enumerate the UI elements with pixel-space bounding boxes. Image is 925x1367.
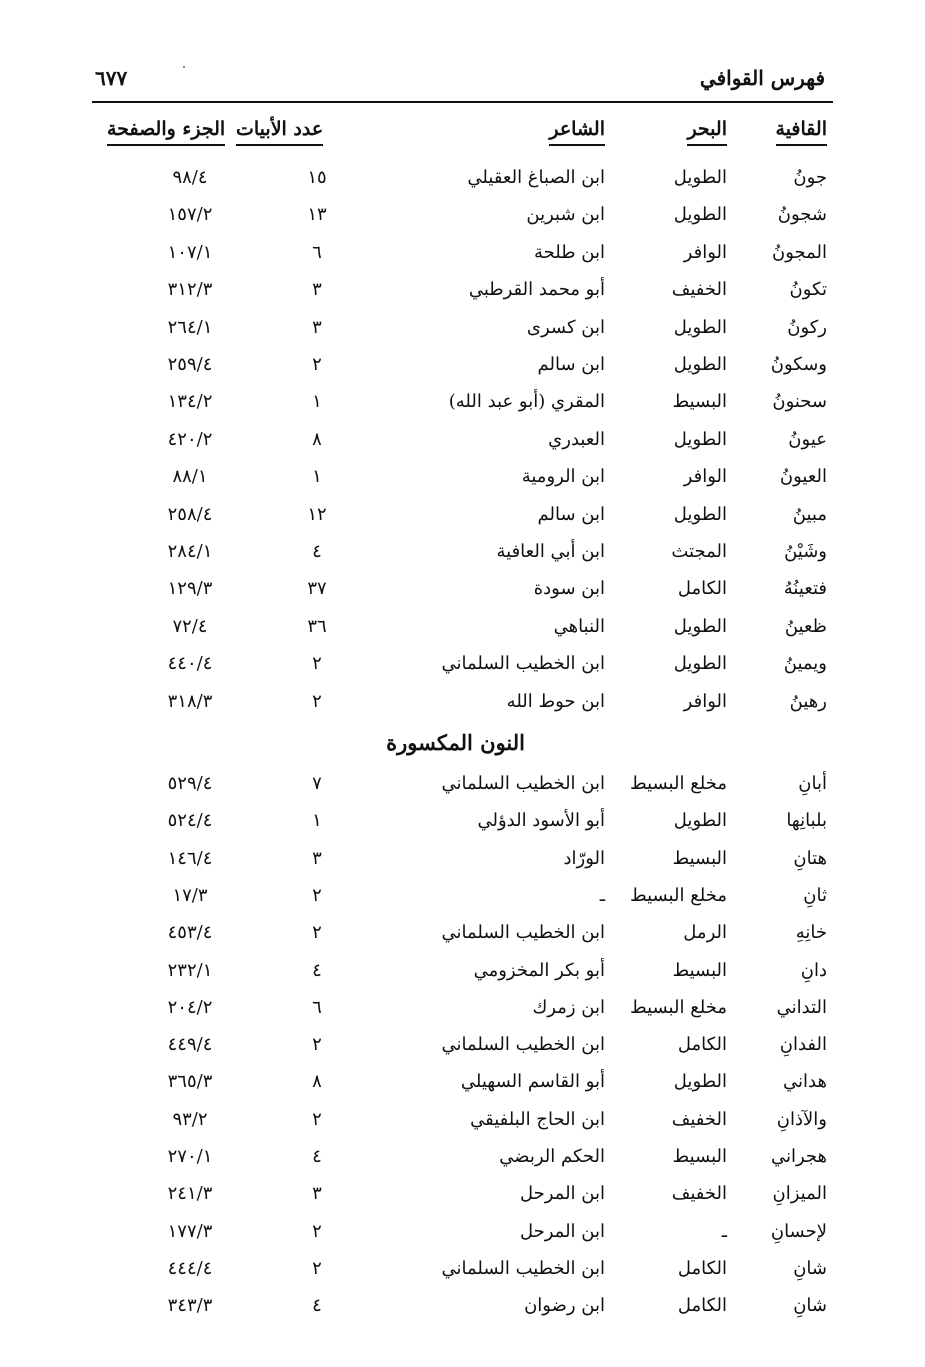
cell-shaer: ابن رضوان — [524, 1295, 605, 1317]
cell-qafiya: شانِ — [793, 1295, 827, 1317]
cell-page: ٧٢/٤ — [172, 615, 208, 637]
cell-bahr: الطويل — [673, 653, 727, 675]
cell-page: ٤٤٤/٤ — [167, 1257, 213, 1279]
column-header-bahr: البحر — [687, 118, 727, 146]
cell-qafiya: وسكونُ — [770, 354, 827, 375]
cell-shaer: أبو بكر المخزومي — [473, 959, 605, 981]
table-row — [0, 541, 925, 571]
cell-qafiya: لإحسانِ — [770, 1220, 827, 1242]
cell-bahr: الطويل — [673, 503, 727, 525]
table-row — [0, 504, 925, 534]
cell-shaer: ابن المرحل — [519, 1183, 605, 1205]
cell-shaer: ابن طلحة — [534, 241, 605, 263]
cell-qafiya: ويمينُ — [783, 653, 827, 675]
cell-qafiya: ركونُ — [787, 316, 827, 338]
table-row — [0, 810, 925, 840]
cell-count: ٢ — [312, 922, 322, 944]
cell-qafiya: تكونُ — [789, 279, 827, 301]
cell-page: ١٥٧/٢ — [167, 204, 213, 226]
cell-count: ١٢ — [307, 503, 327, 525]
cell-bahr: الكامل — [677, 578, 727, 600]
cell-bahr: الطويل — [673, 1071, 727, 1093]
table-row — [0, 691, 925, 721]
cell-qafiya: التداني — [776, 996, 827, 1018]
cell-page: ٣٤٣/٣ — [167, 1295, 213, 1317]
cell-page: ٢٦٤/١ — [167, 316, 213, 338]
cell-count: ٦ — [312, 996, 322, 1018]
cell-page: ٢٨٤/١ — [167, 541, 213, 562]
cell-shaer: ابن الخطيب السلماني — [441, 922, 605, 944]
table-row — [0, 1109, 925, 1139]
cell-bahr: الكامل — [677, 1034, 727, 1056]
cell-shaer: الورّاد — [563, 847, 605, 869]
cell-count: ٢ — [312, 1034, 322, 1056]
cell-bahr: الطويل — [673, 354, 727, 375]
cell-count: ٢ — [312, 1108, 322, 1130]
cell-page: ١٢٩/٣ — [167, 578, 213, 600]
table-row — [0, 578, 925, 608]
table-row — [0, 279, 925, 309]
table-row — [0, 997, 925, 1027]
cell-page: ٣١٨/٣ — [167, 690, 213, 712]
cell-page: ٤٤٠/٤ — [167, 653, 213, 675]
cell-qafiya: وشَيْنُ — [784, 541, 827, 562]
column-header-count: عدد الأبيات — [236, 118, 323, 146]
table-row — [0, 653, 925, 683]
cell-shaer: ابن الرومية — [521, 466, 605, 488]
cell-count: ٢ — [312, 690, 322, 712]
cell-qafiya: رهينُ — [789, 690, 827, 712]
cell-page: ١٤٦/٤ — [167, 847, 213, 869]
cell-page: ١٧/٣ — [172, 884, 208, 906]
cell-page: ١٠٧/١ — [167, 241, 213, 263]
table-row — [0, 773, 925, 803]
cell-qafiya: أبانِ — [798, 773, 827, 794]
cell-count: ٣ — [312, 847, 322, 869]
cell-count: ٢ — [312, 1220, 322, 1242]
cell-bahr: ـ — [721, 1220, 727, 1242]
cell-qafiya: سحنونُ — [772, 391, 827, 413]
cell-bahr: الخفيف — [671, 279, 727, 301]
cell-shaer: أبو الأسود الدؤلي — [477, 810, 605, 832]
cell-count: ٨ — [312, 428, 322, 450]
cell-count: ٣ — [312, 316, 322, 338]
cell-bahr: الوافر — [683, 241, 727, 263]
cell-count: ١ — [312, 466, 322, 488]
cell-qafiya: العيونُ — [779, 466, 827, 488]
cell-shaer: ابن كسرى — [526, 316, 605, 338]
cell-bahr: مخلع البسيط — [629, 884, 727, 906]
cell-count: ٨ — [312, 1071, 322, 1093]
page-number: ٦٧٧ — [95, 66, 128, 90]
cell-shaer: ابن الخطيب السلماني — [441, 1034, 605, 1056]
table-row — [0, 167, 925, 197]
cell-page: ١٧٧/٣ — [167, 1220, 213, 1242]
header-rule — [92, 101, 833, 103]
cell-shaer: المقري (أبو عبد الله) — [448, 391, 605, 413]
cell-count: ١٣ — [307, 204, 327, 226]
cell-count: ١ — [312, 391, 322, 413]
cell-qafiya: الفدانِ — [779, 1034, 827, 1056]
cell-bahr: الطويل — [673, 615, 727, 637]
cell-page: ٢٥٨/٤ — [167, 503, 213, 525]
cell-qafiya: عيونُ — [788, 428, 827, 450]
cell-shaer: النباهي — [553, 615, 605, 637]
cell-page: ٢٤١/٣ — [167, 1183, 213, 1205]
cell-count: ١٥ — [307, 167, 327, 188]
table-row — [0, 1034, 925, 1064]
cell-qafiya: هجراني — [770, 1146, 827, 1167]
cell-count: ٣ — [312, 279, 322, 301]
cell-page: ٨٨/١ — [172, 466, 208, 488]
cell-page: ٢٠٤/٢ — [167, 996, 213, 1018]
cell-qafiya: هتانِ — [793, 847, 827, 869]
table-row — [0, 885, 925, 915]
table-row — [0, 354, 925, 384]
cell-bahr: الخفيف — [671, 1108, 727, 1130]
cell-shaer: ابن شبرين — [526, 204, 605, 226]
cell-qafiya: الميزانِ — [772, 1183, 827, 1205]
cell-count: ٦ — [312, 241, 322, 263]
cell-shaer: ابن الحاج البلفيقي — [470, 1108, 605, 1130]
cell-shaer: ابن أبي العافية — [496, 541, 605, 562]
cell-shaer: أبو القاسم السهيلي — [460, 1071, 605, 1093]
speck — [183, 66, 185, 68]
cell-qafiya: والآذانِ — [776, 1108, 827, 1130]
cell-count: ٣ — [312, 1183, 322, 1205]
table-row — [0, 848, 925, 878]
cell-shaer: ابن سودة — [533, 578, 605, 600]
cell-bahr: البسيط — [672, 1146, 727, 1167]
table-row — [0, 1295, 925, 1325]
cell-qafiya: مبينُ — [792, 503, 827, 525]
cell-page: ٢٣٢/١ — [167, 959, 213, 981]
table-row — [0, 1183, 925, 1213]
cell-count: ٣٦ — [307, 615, 327, 637]
table-row — [0, 1071, 925, 1101]
cell-bahr: الكامل — [677, 1295, 727, 1317]
cell-shaer: ابن سالم — [537, 503, 605, 525]
cell-count: ٣٧ — [307, 578, 327, 600]
section-title: النون المكسورة — [386, 730, 525, 755]
cell-shaer: ابن الخطيب السلماني — [441, 653, 605, 675]
cell-count: ٢ — [312, 1257, 322, 1279]
table-row — [0, 1258, 925, 1288]
cell-shaer: الحكم الربضي — [499, 1146, 605, 1167]
cell-shaer: ابن زمرك — [532, 996, 605, 1018]
cell-count: ٢ — [312, 884, 322, 906]
cell-qafiya: ثانِ — [803, 884, 827, 906]
cell-bahr: الوافر — [683, 466, 727, 488]
cell-shaer: ابن المرحل — [519, 1220, 605, 1242]
table-row — [0, 242, 925, 272]
cell-bahr: الطويل — [673, 428, 727, 450]
cell-bahr: البسيط — [672, 847, 727, 869]
cell-page: ١٣٤/٢ — [167, 391, 213, 413]
cell-shaer: ابن الخطيب السلماني — [441, 773, 605, 794]
cell-page: ٤٤٩/٤ — [167, 1034, 213, 1056]
cell-count: ٤ — [312, 1295, 322, 1317]
cell-page: ٤٢٠/٢ — [167, 428, 213, 450]
cell-shaer: ـ — [599, 884, 605, 906]
cell-count: ١ — [312, 810, 322, 832]
cell-shaer: ابن حوط الله — [506, 690, 605, 712]
cell-page: ٤٥٣/٤ — [167, 922, 213, 944]
cell-qafiya: شجونُ — [777, 204, 827, 226]
cell-count: ٤ — [312, 541, 322, 562]
cell-count: ٢ — [312, 653, 322, 675]
table-row — [0, 317, 925, 347]
table-row — [0, 1146, 925, 1176]
table-row — [0, 204, 925, 234]
table-row — [0, 1221, 925, 1251]
cell-bahr: مخلع البسيط — [629, 996, 727, 1018]
table-row — [0, 616, 925, 646]
cell-shaer: أبو محمد القرطبي — [468, 279, 605, 301]
cell-count: ٧ — [312, 773, 322, 794]
cell-page: ٥٢٩/٤ — [167, 773, 213, 794]
cell-shaer: العبدري — [548, 428, 605, 450]
column-header-shaer: الشاعر — [549, 118, 605, 146]
cell-qafiya: فتعينُهُ — [783, 578, 827, 600]
cell-qafiya: بلبانِها — [786, 810, 827, 832]
cell-page: ٥٢٤/٤ — [167, 810, 213, 832]
cell-qafiya: ظعينُ — [784, 615, 827, 637]
cell-page: ٩٨/٤ — [172, 167, 208, 188]
cell-bahr: مخلع البسيط — [629, 773, 727, 794]
cell-bahr: البسيط — [672, 959, 727, 981]
column-header-page: الجزء والصفحة — [107, 118, 225, 146]
cell-count: ٤ — [312, 959, 322, 981]
cell-qafiya: خانِهِ — [795, 922, 827, 944]
table-row — [0, 922, 925, 952]
column-header-qafiya: القافية — [776, 118, 827, 146]
cell-bahr: الطويل — [673, 204, 727, 226]
cell-bahr: الطويل — [673, 167, 727, 188]
cell-qafiya: هداني — [783, 1071, 827, 1093]
table-row — [0, 466, 925, 496]
cell-bahr: الطويل — [673, 810, 727, 832]
cell-qafiya: المجونُ — [771, 241, 827, 263]
cell-page: ٩٣/٢ — [172, 1108, 208, 1130]
cell-shaer: ابن الصباغ العقيلي — [467, 167, 605, 188]
cell-page: ٣٦٥/٣ — [167, 1071, 213, 1093]
cell-page: ٢٧٠/١ — [167, 1146, 213, 1167]
table-row — [0, 391, 925, 421]
cell-shaer: ابن سالم — [537, 354, 605, 375]
cell-bahr: الرمل — [683, 922, 727, 944]
cell-qafiya: جونُ — [793, 167, 827, 188]
cell-qafiya: شانِ — [793, 1257, 827, 1279]
running-title: فهرس القوافي — [699, 66, 825, 90]
cell-qafiya: دانِ — [800, 959, 827, 981]
cell-page: ٢٥٩/٤ — [167, 354, 213, 375]
cell-bahr: الطويل — [673, 316, 727, 338]
cell-shaer: ابن الخطيب السلماني — [441, 1257, 605, 1279]
table-row — [0, 429, 925, 459]
cell-count: ٢ — [312, 354, 322, 375]
cell-bahr: الوافر — [683, 690, 727, 712]
cell-bahr: الكامل — [677, 1257, 727, 1279]
table-row — [0, 960, 925, 990]
cell-page: ٣١٢/٣ — [167, 279, 213, 301]
cell-bahr: البسيط — [672, 391, 727, 413]
cell-count: ٤ — [312, 1146, 322, 1167]
cell-bahr: المجتث — [671, 541, 727, 562]
cell-bahr: الخفيف — [671, 1183, 727, 1205]
